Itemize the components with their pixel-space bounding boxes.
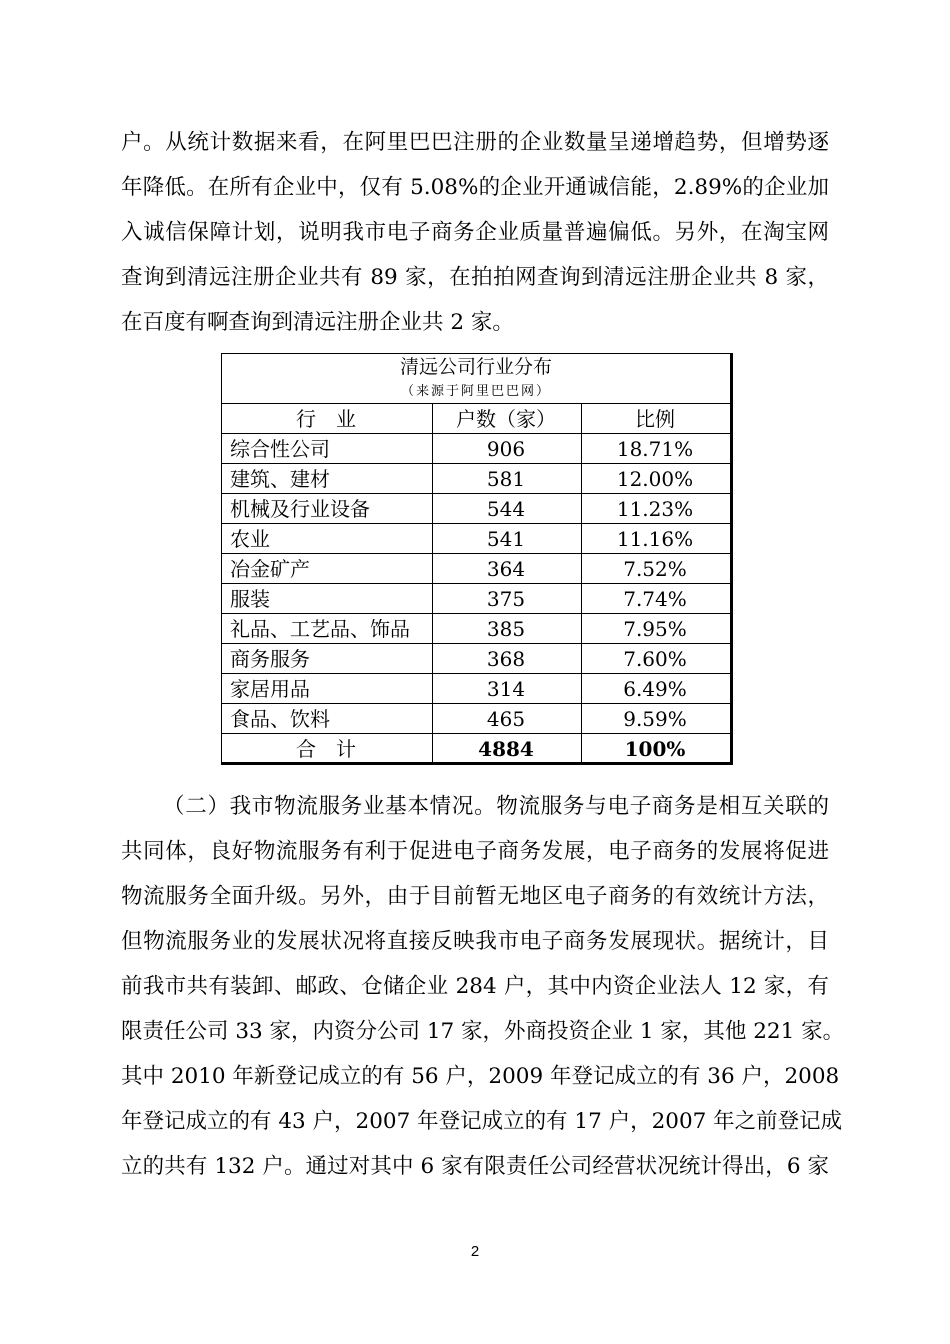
total-ratio: 100%: [624, 737, 686, 761]
table-total-row: [222, 733, 730, 764]
cell-industry: 家居用品: [230, 677, 310, 701]
header-ratio: 比例: [635, 407, 675, 431]
header-count: 户数（家）: [456, 407, 556, 431]
text-line: 年降低。在所有企业中，仅有 5.08%的企业开通诚信能，2.89%的企业加: [121, 175, 829, 200]
cell-count: 385: [486, 617, 526, 641]
text-line: 其中 2010 年新登记成立的有 56 户，2009 年登记成立的有 36 户，2008: [121, 1064, 840, 1089]
cell-ratio: 7.74%: [623, 587, 687, 611]
text-line: 共同体，良好物流服务有利于促进电子商务发展，电子商务的发展将促进: [121, 839, 829, 864]
cell-industry: 商务服务: [230, 647, 310, 671]
total-label: 合 计: [296, 737, 356, 761]
cell-count: 314: [486, 677, 526, 701]
cell-industry: 礼品、工艺品、饰品: [230, 617, 410, 641]
table-row: [222, 433, 730, 464]
header-industry: 行 业: [296, 407, 356, 431]
cell-ratio: 11.23%: [616, 497, 694, 521]
table-row: [222, 553, 730, 584]
table-row: [222, 523, 730, 554]
text-line: 入诚信保障计划，说明我市电子商务企业质量普遍偏低。另外，在淘宝网: [121, 220, 829, 245]
industry-distribution-table: [221, 353, 730, 762]
cell-count: 465: [486, 707, 526, 731]
text-line: 查询到清远注册企业共有 89 家，在拍拍网查询到清远注册企业共 8 家，: [121, 265, 829, 290]
text-line: 前我市共有装卸、邮政、仓储企业 284 户，其中内资企业法人 12 家，有: [121, 974, 829, 999]
text-line: 年登记成立的有 43 户，2007 年登记成立的有 17 户，2007 年之前登记成: [121, 1109, 843, 1134]
table-row: [222, 673, 730, 704]
table-row: [222, 583, 730, 614]
table-row: [222, 493, 730, 524]
cell-industry: 服装: [230, 587, 270, 611]
cell-count: 368: [486, 647, 526, 671]
text-line: 立的共有 132 户。通过对其中 6 家有限责任公司经营状况统计得出，6 家: [121, 1154, 829, 1179]
cell-ratio: 6.49%: [623, 677, 687, 701]
text-line: （二）我市物流服务业基本情况。物流服务与电子商务是相互关联的: [163, 794, 829, 819]
cell-industry: 机械及行业设备: [230, 497, 370, 521]
table-shadow-right: [730, 353, 733, 763]
cell-ratio: 9.59%: [623, 707, 687, 731]
text-line: 但物流服务业的发展状况将直接反映我市电子商务发展现状。据统计，目: [121, 929, 829, 954]
cell-ratio: 18.71%: [616, 437, 694, 461]
cell-ratio: 11.16%: [616, 527, 694, 551]
table-source-note: （来源于阿里巴巴网）: [400, 384, 551, 399]
text-line: 限责任公司 33 家，内资分公司 17 家，外商投资企业 1 家，其他 221 家。: [121, 1019, 845, 1044]
cell-industry: 食品、饮料: [230, 707, 330, 731]
cell-ratio: 7.60%: [623, 647, 687, 671]
cell-count: 375: [486, 587, 526, 611]
page-number: 2: [470, 1243, 480, 1260]
table-row: [222, 703, 730, 734]
cell-industry: 综合性公司: [230, 437, 330, 461]
text-line: 物流服务全面升级。另外，由于目前暂无地区电子商务的有效统计方法，: [121, 884, 829, 909]
cell-count: 541: [486, 527, 526, 551]
cell-count: 544: [486, 497, 526, 521]
cell-count: 581: [486, 467, 526, 491]
cell-ratio: 7.95%: [623, 617, 687, 641]
cell-industry: 农业: [230, 527, 270, 551]
text-line: 户。从统计数据来看，在阿里巴巴注册的企业数量呈递增趋势，但增势逐: [121, 130, 829, 155]
cell-count: 906: [486, 437, 526, 461]
total-count: 4884: [478, 737, 534, 761]
cell-industry: 建筑、建材: [230, 467, 330, 491]
table-title: 清远公司行业分布: [399, 356, 552, 378]
table-row: [222, 463, 730, 494]
cell-ratio: 7.52%: [623, 557, 687, 581]
cell-industry: 冶金矿产: [230, 557, 310, 581]
table-row: [222, 643, 730, 674]
cell-ratio: 12.00%: [616, 467, 694, 491]
table-header-row: [222, 403, 730, 434]
table-row: [222, 613, 730, 644]
cell-count: 364: [486, 557, 526, 581]
text-line: 在百度有啊查询到清远注册企业共 2 家。: [121, 310, 514, 335]
